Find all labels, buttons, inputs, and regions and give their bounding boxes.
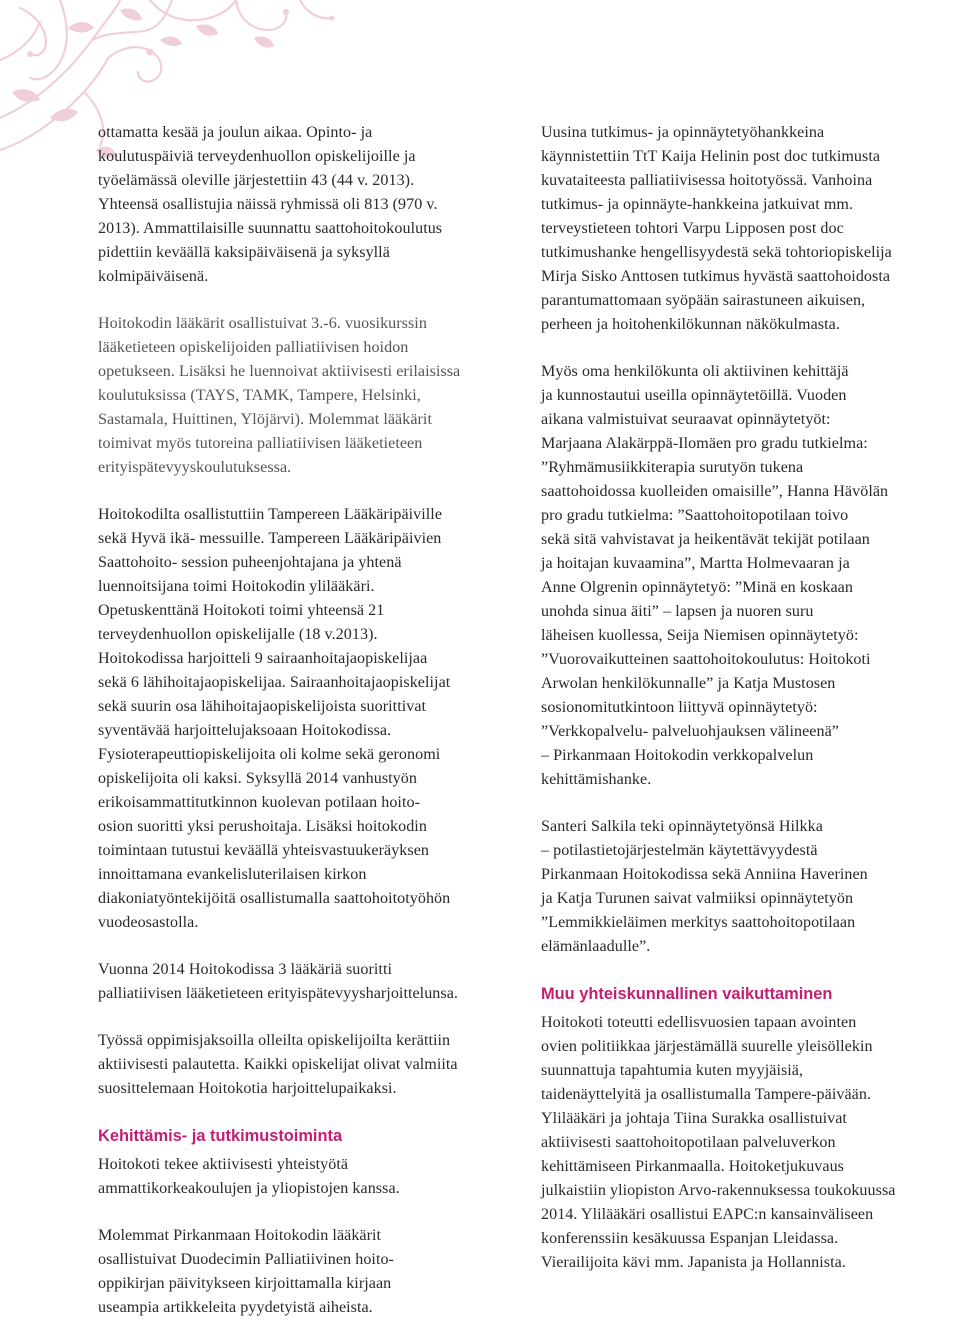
paragraph-student-feedback: Työssä oppimisjaksoilla olleilta opiskelijoilta kerättiin aktiivisesti palautetta. Kaikki opiskelijat olivat valmiita suosittelemaan Hoitokotia harjoittelupaikaksi. [98,1032,458,1097]
left-column [98,121,518,1343]
paragraph-open-doors: Hoitokoti toteutti edellisvuosien tapaan avointen ovien politiikkaa järjestämällä suurelle yleisöllekin suunnattuja tapahtumia kuten myyjäisiä, taidenäyttelyitä ja osallistumalla Tampere-päivään. Ylilääkäri ja johtaja Tiina Surakka osallistuivat aktiivisesti saattohoitopotilaan palveluverkon kehittämiseen Pirkanmaalla. Hoitoketjukuvaus julkaistiin yliopiston Arvo-rakennuksessa toukokuussa 2014. Ylilääkäri osallistui EAPC:n kansainväliseen konferenssiin kesäkuussa Espanjan Lleidassa. Vierailijoita kävi mm. Japanista ja Hollannista. [541,1014,896,1271]
paragraph-textbook: Molemmat Pirkanmaan Hoitokodin lääkärit osallistuivat Duodecimin Palliatiivinen hoito- oppikirjan päivitykseen kirjoittamalla kirjaan useampia artikkeleita pyydetyistä aiheista. [98,1227,394,1316]
paragraph-research-projects: Uusina tutkimus- ja opinnäytetyöhankkeina käynnistettiin TtT Kaija Helinin post doc tutkimusta kuvataiteesta palliatiivisessa hoitotyössä. Vanhoina tutkimus- ja opinnäyte-hankkeina jatkuivat mm. terveystieteen tohtori Varpu Lipposen post doc tutkimushanke hengellisyydestä sekä tohtoriopiskelija Mirja Sisko Anttosen tutkimus hyvästä saattohoidosta parantumattomaan syöpään sairastuneen aikuisen, perheen ja hoitohenkilökunnan näkökulmasta. [541,124,892,333]
section-heading-research: Kehittämis- ja tutkimustoiminta [98,1127,343,1145]
paragraph-cooperation: Hoitokoti tekee aktiivisesti yhteistyötä ammattikorkeakoulujen ja yliopistojen kanssa. [98,1156,400,1197]
paragraph-training-days: ottamatta kesää ja joulun aikaa. Opinto- ja koulutuspäiviä terveydenhuollon opiskelijoille ja työelämässä oleville järjestettiin 43 (44 v. 2013). Yhteensä osallistujia näissä ryhmissä oli 813 (970 v. 2013). Ammattilaisille suunnattu saattohoitokoulutus pidettiin keväällä kaksipäiväisenä ja syksyllä kolmipäiväisenä. [98,124,443,285]
paragraph-conferences-students: Hoitokodilta osallistuttiin Tampereen Lääkäripäiville sekä Hyvä ikä- messuille. Tampereen Lääkäripäivien Saattohoito- session puheenjohtajana ja yhtenä luennoitsijana toimi Hoitokodin ylilääkäri. Opetuskenttänä Hoitokoti toimi yhteensä 21 terveydenhuollon opiskelijalle (18 v.2013). Hoitokodissa harjoitteli 9 sairaanhoitajaopiskelijaa sekä 6 lähihoitajaopiskelijaa. Sairaanhoitajaopiskelijat sekä suurin osa lähihoitajaopiskelijoista suorittivat syventävää harjoittelujaksoaan Hoitokodissa. Fysioterapeuttiopiskelijoita oli kolme sekä geronomi opiskelijoita oli kaksi. Syksyllä 2014 vanhustyön erikoisammattitutkinnon kuolevan potilaan hoito- osion suoritti yksi perushoitaja. Lisäksi hoitokodin toimintaan tutustui keväällä yhteisvastuukeräyksen innoittamana evankelisluterilaisen kirkon diakoniatyöntekijöitä osallistumalla saattohoitotyöhön vuodeosastolla. [98,506,451,931]
paragraph-doctors-teaching: Hoitokodin lääkärit osallistuivat 3.-6. vuosikurssin lääketieteen opiskelijoiden palliatiivisen hoidon opetukseen. Lisäksi he luennoivat aktiivisesti erilaisissa koulutuksissa (TAYS, TAMK, Tampere, Helsinki, Sastamala, Huittinen, Ylöjärvi). Molemmat lääkärit toimivat myös tutoreina palliatiivisen lääketieteen erityispätevyyskoulutuksessa. [98,315,461,476]
right-column [541,121,956,1298]
section-heading-social-influence: Muu yhteiskunnallinen vaikuttaminen [541,985,833,1003]
paragraph-specialist-training: Vuonna 2014 Hoitokodissa 3 lääkäriä suoritti palliatiivisen lääketieteen erityispätevyysharjoittelunsa. [98,961,458,1002]
paragraph-theses: Myös oma henkilökunta oli aktiivinen kehittäjä ja kunnostautui useilla opinnäytetöillä. Vuoden aikana valmistuivat seuraavat opinnäytetyöt: Marjaana Alakärppä-Ilomäen pro gradu tutkielma: ”Ryhmämusiikkiterapia surutyön tukena saattohoidossa kuolleiden omaisille”, Hanna Hävölän pro gradu tutkielma: ”Saattohoitopotilaan toivo sekä sitä vahvistavat ja heikentävät tekijät potilaan ja hoitajan kuvaamina”, Martta Holmevaaran ja Anne Olgrenin opinnäytetyö: ”Minä en koskaan unohda sinua äiti” – lapsen ja nuoren suru läheisen kuollessa, Seija Niemisen opinnäytetyö: ”Vuorovaikutteinen saattohoitokoulutus: Hoitokoti Arwolan henkilökunnalle” ja Katja Mustosen sosionomitutkintoon liittyvä opinnäytetyö: ”Verkkopalvelu- palveluohjauksen välineenä” – Pirkanmaan Hoitokodin verkkopalvelun kehittämishanke. [541,363,889,788]
paragraph-more-theses: Santeri Salkila teki opinnäytetyönsä Hilkka – potilastietojärjestelmän käytettävyydestä Pirkanmaan Hoitokodissa sekä Anniina Haverinen ja Katja Turunen saivat valmiiksi opinnäytetyön ”Lemmikkieläimen merkitys saattohoitopotilaan elämänlaadulle”. [541,818,868,955]
